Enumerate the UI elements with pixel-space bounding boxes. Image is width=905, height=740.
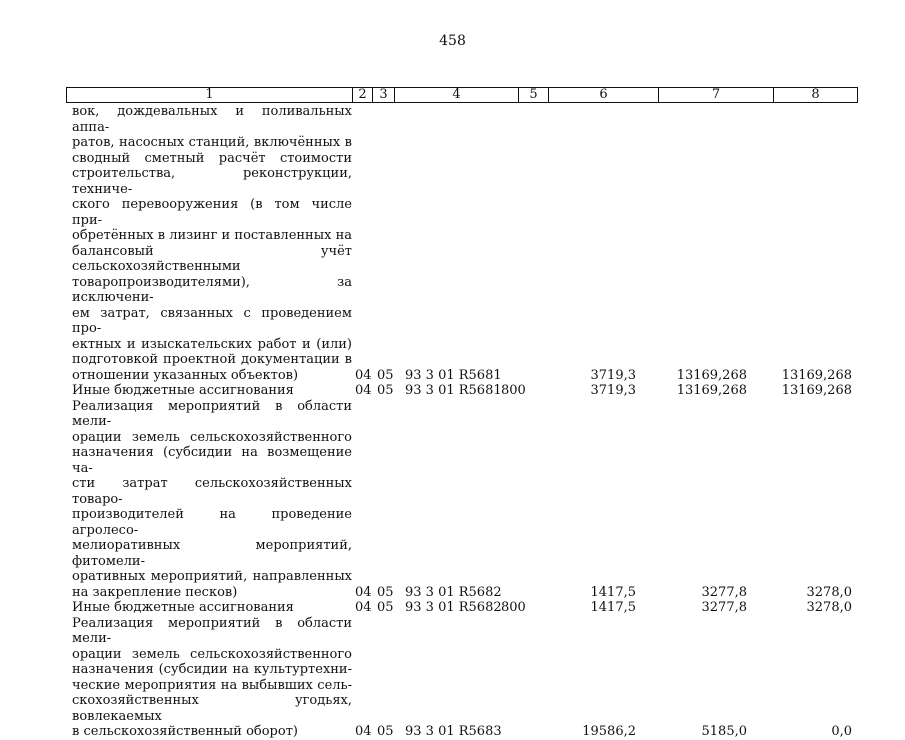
subsection-code: 05 bbox=[377, 584, 394, 600]
subsection-code: 05 bbox=[377, 724, 394, 739]
amount-col-6: 1417,5 bbox=[590, 600, 636, 615]
subsection-code: 05 bbox=[377, 383, 394, 398]
section-code: 04 bbox=[355, 724, 372, 739]
description-line: Иные бюджетные ассигнования bbox=[72, 600, 294, 615]
amount-col-7: 3277,8 bbox=[701, 584, 747, 600]
header-col-8: 8 bbox=[811, 87, 820, 102]
target-article-code: 93 3 01 R5683 bbox=[405, 724, 502, 739]
amount-col-8: 3278,0 bbox=[806, 584, 852, 600]
section-code: 04 bbox=[355, 600, 372, 615]
amount-col-8: 3278,0 bbox=[806, 600, 852, 615]
row-description bbox=[66, 104, 352, 383]
description-line: отношении указанных объектов) bbox=[72, 367, 299, 383]
row-description bbox=[66, 399, 352, 601]
section-code: 04 bbox=[355, 367, 372, 383]
amount-col-6: 3719,3 bbox=[590, 367, 636, 383]
amount-col-7: 13169,268 bbox=[676, 367, 747, 383]
table-body bbox=[66, 104, 858, 740]
subsection-code: 05 bbox=[377, 367, 394, 383]
amount-col-7: 3277,8 bbox=[701, 600, 747, 615]
amount-col-6: 1417,5 bbox=[590, 584, 636, 600]
header-col-4: 4 bbox=[395, 88, 519, 102]
description-line: на закрепление песков) bbox=[72, 584, 238, 600]
expense-type-code: 800 bbox=[501, 383, 526, 398]
description-line: Реализация мероприятий в области мели- bbox=[72, 398, 352, 429]
subsection-code: 05 bbox=[377, 600, 394, 615]
description-line: орации земель сельскохозяйственного bbox=[72, 429, 352, 445]
table-row bbox=[66, 600, 858, 616]
description-line: производителей на проведение агролесо- bbox=[72, 507, 352, 538]
description-line: назначения (субсидии на культуртехни- bbox=[72, 662, 352, 677]
header-col-7: 7 bbox=[659, 88, 774, 102]
page-number: 458 bbox=[439, 33, 466, 49]
amount-col-6: 19586,2 bbox=[582, 724, 636, 739]
description-line: назначения (субсидии на возмещение ча- bbox=[72, 445, 352, 476]
table-row bbox=[66, 616, 858, 740]
description-line: обретённых в лизинг и поставленных на bbox=[72, 228, 352, 243]
expense-type-code: 800 bbox=[501, 600, 526, 615]
amount-col-8: 13169,268 bbox=[781, 367, 852, 383]
amount-col-7: 13169,268 bbox=[676, 383, 747, 398]
description-line: ектных и изыскательских работ и (или) bbox=[72, 336, 352, 352]
section-code: 04 bbox=[355, 584, 372, 600]
amount-col-8: 0,0 bbox=[831, 724, 852, 739]
header-col-2: 2 bbox=[353, 88, 373, 102]
description-line: ем затрат, связанных с проведением про- bbox=[72, 305, 352, 336]
description-line: орации земель сельскохозяйственного bbox=[72, 646, 352, 662]
description-line: ческие мероприятия на выбывших сель- bbox=[72, 677, 352, 693]
header-col-1: 1 bbox=[67, 88, 353, 102]
description-line: скохозяйственных угодьях, вовлекаемых bbox=[72, 693, 352, 724]
description-line: подготовкой проектной документации в bbox=[72, 352, 352, 367]
table-row bbox=[66, 399, 858, 601]
description-line: Реализация мероприятий в области мели- bbox=[72, 615, 352, 646]
row-description bbox=[66, 600, 352, 616]
amount-col-8: 13169,268 bbox=[781, 383, 852, 398]
amount-col-6: 3719,3 bbox=[590, 383, 636, 398]
description-line: ского перевооружения (в том числе при- bbox=[72, 197, 352, 228]
table-header bbox=[66, 87, 858, 103]
row-description bbox=[66, 383, 352, 399]
header-col-5: 5 bbox=[519, 88, 549, 102]
target-article-code: 93 3 01 R5681 bbox=[405, 367, 502, 383]
description-line: балансовый учёт сельскохозяйственными bbox=[72, 243, 352, 274]
amount-col-7: 5185,0 bbox=[701, 724, 747, 739]
header-col-3: 3 bbox=[373, 88, 395, 102]
description-line: сводный сметный расчёт стоимости bbox=[72, 150, 352, 166]
description-line: в сельскохозяйственный оборот) bbox=[72, 724, 298, 739]
section-code: 04 bbox=[355, 383, 372, 398]
description-line: оративных мероприятий, направленных bbox=[72, 569, 352, 584]
description-line: товаропроизводителями), за исключени- bbox=[72, 274, 352, 305]
description-line: сти затрат сельскохозяйственных товаро- bbox=[72, 476, 352, 507]
target-article-code: 93 3 01 R5681 bbox=[405, 383, 502, 398]
target-article-code: 93 3 01 R5682 bbox=[405, 584, 502, 600]
description-line: вок, дождевальных и поливальных аппа- bbox=[72, 104, 352, 135]
table-row bbox=[66, 104, 858, 383]
target-article-code: 93 3 01 R5682 bbox=[405, 600, 502, 615]
row-description bbox=[66, 616, 352, 740]
description-line: Иные бюджетные ассигнования bbox=[72, 383, 294, 398]
description-line: мелиоративных мероприятий, фитомели- bbox=[72, 538, 352, 569]
table-row bbox=[66, 383, 858, 399]
description-line: строительства, реконструкции, техниче- bbox=[72, 166, 352, 197]
header-col-6: 6 bbox=[549, 88, 659, 102]
description-line: ратов, насосных станций, включённых в bbox=[72, 135, 352, 150]
